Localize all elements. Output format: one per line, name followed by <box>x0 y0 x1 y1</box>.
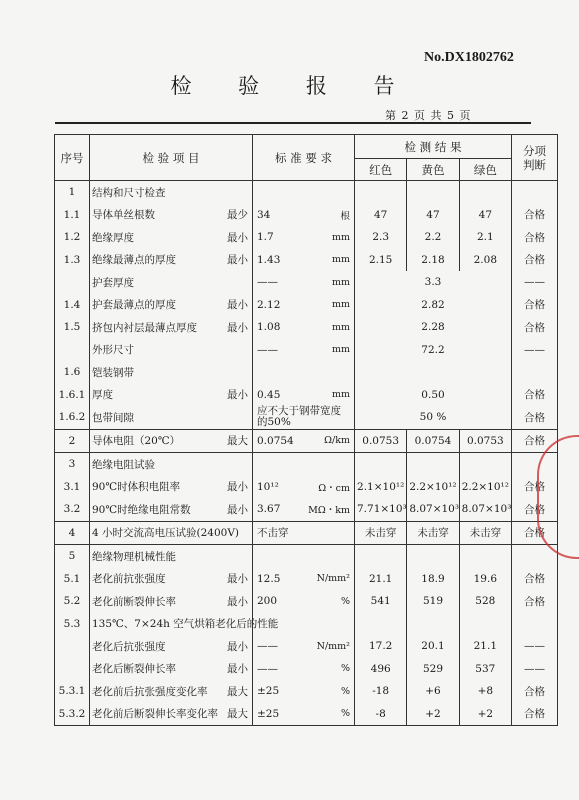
row-unit: mm <box>331 389 350 401</box>
row-judge: —— <box>512 339 558 362</box>
row-judge: 合格 <box>512 226 558 249</box>
row-item-cell <box>90 226 253 249</box>
row-judge: 合格 <box>512 406 558 429</box>
row-result-red: 21.1 <box>355 568 407 591</box>
row-std-cell <box>253 476 355 499</box>
table-row <box>55 545 558 568</box>
row-standard: 10¹² <box>257 480 279 493</box>
row-item: 包带间隙 <box>92 411 134 424</box>
col-header-green: 绿色 <box>459 159 511 181</box>
row-result-yellow: +2 <box>407 703 459 726</box>
col-header-item: 检 验 项 目 <box>90 135 253 181</box>
row-std-cell <box>253 545 355 568</box>
row-item: 厚度 <box>92 389 113 402</box>
row-item-cell <box>90 658 253 681</box>
row-result-yellow: +6 <box>407 680 459 703</box>
row-number: 1.5 <box>55 316 90 339</box>
table-row <box>55 181 558 204</box>
row-result-red <box>355 545 407 568</box>
row-item: 结构和尺寸检查 <box>92 186 166 199</box>
row-unit: mm <box>331 321 350 333</box>
row-unit: Ω・cm <box>318 482 350 494</box>
row-number: 3 <box>55 453 90 476</box>
row-unit: N/mm² <box>316 573 350 585</box>
row-judge: 合格 <box>512 590 558 613</box>
row-number <box>55 658 90 681</box>
row-judge: 合格 <box>512 703 558 726</box>
row-result-red: -18 <box>355 680 407 703</box>
row-std-cell <box>253 406 355 429</box>
row-result-green: 2.1 <box>459 226 511 249</box>
row-result-green: 47 <box>459 204 511 227</box>
table-row <box>55 703 558 726</box>
row-result-merged: 50 % <box>355 406 512 429</box>
row-limit: 最小 <box>227 640 248 653</box>
row-result-red: -8 <box>355 703 407 726</box>
table-row <box>55 476 558 499</box>
row-item: 绝缘物理机械性能 <box>92 550 176 563</box>
row-std-cell <box>253 226 355 249</box>
row-result-yellow: 529 <box>407 658 459 681</box>
row-number: 1 <box>55 181 90 204</box>
row-unit: % <box>340 708 350 720</box>
row-item-cell <box>90 590 253 613</box>
row-item: 老化后抗张强度 <box>92 640 166 653</box>
row-result-red: 17.2 <box>355 635 407 658</box>
page-info: 第 2 页 共 5 页 <box>385 109 472 122</box>
table-row <box>55 568 558 591</box>
row-result-red: 未击穿 <box>355 521 407 545</box>
row-item: 老化前断裂伸长率 <box>92 595 176 608</box>
row-result-green: 0.0753 <box>459 429 511 453</box>
row-std-cell <box>253 181 355 204</box>
row-result-red: 47 <box>355 204 407 227</box>
row-result-yellow: 20.1 <box>407 635 459 658</box>
table-row <box>55 249 558 272</box>
row-result-yellow: 2.2×10¹² <box>407 476 459 499</box>
row-result-red: 2.3 <box>355 226 407 249</box>
row-item: 导体电阻（20℃） <box>92 435 181 448</box>
row-judge: 合格 <box>512 204 558 227</box>
row-limit: 最小 <box>227 299 248 312</box>
row-item: 导体单丝根数 <box>92 209 155 222</box>
row-item-cell <box>90 613 279 636</box>
row-number: 4 <box>55 521 90 545</box>
row-judge: 合格 <box>512 384 558 407</box>
row-std-cell <box>253 680 355 703</box>
row-standard: 应不大于钢带宽度的50% <box>257 405 341 429</box>
row-result-yellow: 8.07×10³ <box>407 498 459 521</box>
table-row <box>55 453 558 476</box>
table-row <box>55 680 558 703</box>
row-number: 3.2 <box>55 498 90 521</box>
row-std-cell <box>253 590 355 613</box>
report-title: 检 验 报 告 <box>170 74 415 98</box>
col-header-judge <box>512 135 558 181</box>
row-judge: —— <box>512 658 558 681</box>
table-row <box>55 361 558 384</box>
row-standard: 2.12 <box>257 298 281 311</box>
table-row <box>55 406 558 429</box>
row-item: 绝缘厚度 <box>92 231 134 244</box>
row-std-cell <box>253 361 355 384</box>
table-row <box>55 204 558 227</box>
row-number: 3.1 <box>55 476 90 499</box>
row-std-cell <box>253 568 355 591</box>
table-row <box>55 590 558 613</box>
row-std-cell <box>253 384 355 407</box>
row-judge: 合格 <box>512 521 558 545</box>
row-limit: 最大 <box>227 708 248 721</box>
row-limit: 最小 <box>227 254 248 267</box>
document-number: No.DX1802762 <box>424 50 514 65</box>
row-result-green <box>459 181 511 204</box>
row-result-yellow <box>407 181 459 204</box>
row-result-yellow <box>407 453 459 476</box>
row-item: 绝缘电阻试验 <box>92 458 155 471</box>
row-judge: 合格 <box>512 294 558 317</box>
row-item: 90℃时绝缘电阻常数 <box>92 503 191 516</box>
row-limit: 最小 <box>227 573 248 586</box>
row-standard: 200 <box>257 595 278 608</box>
row-result-green <box>459 453 511 476</box>
row-unit: N/mm² <box>316 640 350 652</box>
inspection-table <box>54 134 558 726</box>
row-std-cell <box>253 249 355 272</box>
row-standard: —— <box>257 276 278 289</box>
row-item-cell <box>90 545 253 568</box>
row-result-merged: 2.82 <box>355 294 512 317</box>
col-header-red: 红色 <box>355 159 407 181</box>
row-result-red: 541 <box>355 590 407 613</box>
row-result-yellow: 0.0754 <box>407 429 459 453</box>
row-result-merged: 3.3 <box>355 271 512 294</box>
row-judge: 合格 <box>512 316 558 339</box>
row-result-merged: 2.28 <box>355 316 512 339</box>
row-result-merged: 0.50 <box>355 384 512 407</box>
row-result-green: 2.08 <box>459 249 511 272</box>
row-judge: 合格 <box>512 498 558 521</box>
row-result-yellow <box>407 613 459 636</box>
row-number: 5.3 <box>55 613 90 636</box>
table-row <box>55 658 558 681</box>
table-body <box>55 181 558 726</box>
row-limit: 最小 <box>227 321 248 334</box>
row-number <box>55 271 90 294</box>
row-std-cell <box>253 498 355 521</box>
row-result-red: 7.71×10³ <box>355 498 407 521</box>
table-row <box>55 521 558 545</box>
row-standard: 1.43 <box>257 253 281 266</box>
row-unit: MΩ・km <box>308 505 350 517</box>
row-item-cell <box>90 406 253 429</box>
row-item-cell <box>90 476 253 499</box>
row-result-red: 2.1×10¹² <box>355 476 407 499</box>
row-number: 1.2 <box>55 226 90 249</box>
row-item-cell <box>90 294 253 317</box>
row-limit: 最小 <box>227 481 248 494</box>
row-item-cell <box>90 204 253 227</box>
row-judge: 合格 <box>512 249 558 272</box>
row-result-red: 2.15 <box>355 249 407 272</box>
row-judge <box>512 181 558 204</box>
row-number: 1.1 <box>55 204 90 227</box>
row-result-yellow: 未击穿 <box>407 521 459 545</box>
col-header-judge-line1: 分项 <box>523 143 546 158</box>
title-divider <box>55 122 531 124</box>
row-number: 5 <box>55 545 90 568</box>
row-std-cell <box>253 453 355 476</box>
row-item-cell <box>90 249 253 272</box>
row-result-green: 未击穿 <box>459 521 511 545</box>
row-item-cell <box>90 271 253 294</box>
row-number: 5.3.2 <box>55 703 90 726</box>
row-item-cell <box>90 384 253 407</box>
row-item-cell <box>90 316 253 339</box>
table-row <box>55 271 558 294</box>
row-number: 1.6.2 <box>55 406 90 429</box>
row-limit: 最小 <box>227 595 248 608</box>
row-result-red: 496 <box>355 658 407 681</box>
table-row <box>55 635 558 658</box>
row-result-green: 8.07×10³ <box>459 498 511 521</box>
row-standard: 0.0754 <box>257 434 294 447</box>
row-item-cell <box>90 361 253 384</box>
row-item-cell <box>90 429 253 453</box>
table-row <box>55 316 558 339</box>
row-item: 老化后断裂伸长率 <box>92 663 176 676</box>
row-number <box>55 339 90 362</box>
row-result-merged: 72.2 <box>355 339 512 362</box>
row-judge: —— <box>512 271 558 294</box>
row-result-green: +2 <box>459 703 511 726</box>
row-std-cell <box>253 204 355 227</box>
row-std-cell <box>253 429 355 453</box>
row-unit: % <box>340 685 350 697</box>
row-item-cell <box>90 635 253 658</box>
row-std-cell <box>253 294 355 317</box>
row-std-cell <box>253 521 355 545</box>
row-std-cell <box>253 635 355 658</box>
row-standard: 不击穿 <box>257 527 289 540</box>
row-number: 1.6 <box>55 361 90 384</box>
row-unit: Ω/km <box>324 435 350 447</box>
row-item: 老化前后抗张强度变化率 <box>92 685 208 698</box>
row-item: 挤包内衬层最薄点厚度 <box>92 321 197 334</box>
row-item: 老化前抗张强度 <box>92 573 166 586</box>
col-header-judge-line2: 判断 <box>523 157 546 172</box>
row-number: 1.3 <box>55 249 90 272</box>
row-result-yellow: 2.18 <box>407 249 459 272</box>
row-item: 绝缘最薄点的厚度 <box>92 254 176 267</box>
row-unit: mm <box>331 344 350 356</box>
row-unit: mm <box>331 254 350 266</box>
row-number: 5.1 <box>55 568 90 591</box>
table-row <box>55 294 558 317</box>
table-row <box>55 613 558 636</box>
row-result-green: 528 <box>459 590 511 613</box>
row-unit: 根 <box>340 210 350 222</box>
row-std-cell <box>253 339 355 362</box>
row-result-red <box>355 453 407 476</box>
row-result-yellow: 2.2 <box>407 226 459 249</box>
table-row <box>55 384 558 407</box>
col-header-no: 序号 <box>55 135 90 181</box>
row-unit: mm <box>331 276 350 288</box>
row-judge: —— <box>512 635 558 658</box>
table-row <box>55 339 558 362</box>
row-judge: 合格 <box>512 680 558 703</box>
row-standard: 3.67 <box>257 503 281 516</box>
row-number: 2 <box>55 429 90 453</box>
inspection-table-wrapper <box>54 134 546 746</box>
row-item: 护套最薄点的厚度 <box>92 299 176 312</box>
row-unit: mm <box>331 299 350 311</box>
row-limit: 最小 <box>227 663 248 676</box>
table-row <box>55 429 558 453</box>
row-item: 护套厚度 <box>92 276 134 289</box>
row-item-cell <box>90 568 253 591</box>
row-item-cell <box>90 453 253 476</box>
row-judge: 合格 <box>512 429 558 453</box>
row-item-cell <box>90 181 253 204</box>
row-result-green: 2.2×10¹² <box>459 476 511 499</box>
row-unit: % <box>340 595 350 607</box>
row-limit: 最小 <box>227 389 248 402</box>
row-standard: 0.45 <box>257 388 281 401</box>
row-result-yellow: 18.9 <box>407 568 459 591</box>
row-std-cell <box>253 271 355 294</box>
row-item: 铠装钢带 <box>92 366 134 379</box>
row-result-green: +8 <box>459 680 511 703</box>
row-result-red <box>355 613 407 636</box>
row-result-yellow <box>407 545 459 568</box>
row-judge: 合格 <box>512 476 558 499</box>
row-unit: mm <box>331 231 350 243</box>
row-unit: % <box>340 663 350 675</box>
row-standard: —— <box>257 343 278 356</box>
row-result-green: 21.1 <box>459 635 511 658</box>
row-judge <box>512 361 558 384</box>
row-standard: 34 <box>257 208 271 221</box>
row-result-green <box>459 613 511 636</box>
row-judge <box>512 613 558 636</box>
row-standard: ±25 <box>257 685 280 698</box>
row-result-merged <box>355 361 512 384</box>
row-std-cell <box>253 703 355 726</box>
row-result-green: 537 <box>459 658 511 681</box>
row-number: 5.3.1 <box>55 680 90 703</box>
row-item: 外形尺寸 <box>92 344 134 357</box>
row-result-green: 19.6 <box>459 568 511 591</box>
row-result-red <box>355 181 407 204</box>
row-judge: 合格 <box>512 568 558 591</box>
row-item: 90℃时体积电阻率 <box>92 481 181 494</box>
row-standard: —— <box>257 640 278 653</box>
row-result-green <box>459 545 511 568</box>
row-standard: 1.08 <box>257 321 281 334</box>
table-row <box>55 498 558 521</box>
row-number: 1.4 <box>55 294 90 317</box>
row-standard: —— <box>257 662 278 675</box>
row-limit: 最小 <box>227 231 248 244</box>
row-limit: 最少 <box>227 209 248 222</box>
row-std-cell <box>253 658 355 681</box>
row-standard: 1.7 <box>257 231 274 244</box>
col-header-standard: 标 准 要 求 <box>253 135 355 181</box>
official-stamp <box>537 435 579 559</box>
row-item-cell <box>90 339 253 362</box>
row-number <box>55 635 90 658</box>
row-limit: 最小 <box>227 503 248 516</box>
row-item-cell <box>90 498 253 521</box>
row-item: 135℃、7×24h 空气烘箱老化后的性能 <box>92 618 279 631</box>
row-item-cell <box>90 680 253 703</box>
row-item: 老化前后断裂伸长率变化率 <box>92 708 218 721</box>
row-item-cell <box>90 703 253 726</box>
row-standard: 12.5 <box>257 572 281 585</box>
row-item-cell <box>90 521 253 545</box>
row-standard: ±25 <box>257 707 280 720</box>
row-std-cell <box>253 316 355 339</box>
row-number: 5.2 <box>55 590 90 613</box>
row-result-red: 0.0753 <box>355 429 407 453</box>
row-result-yellow: 519 <box>407 590 459 613</box>
row-result-yellow: 47 <box>407 204 459 227</box>
col-header-result: 检 测 结 果 <box>355 135 512 159</box>
row-limit: 最大 <box>227 685 248 698</box>
row-limit: 最大 <box>227 435 248 448</box>
col-header-yellow: 黄色 <box>407 159 459 181</box>
row-item: 4 小时交流高电压试验(2400V) <box>92 527 240 540</box>
table-row <box>55 226 558 249</box>
row-number: 1.6.1 <box>55 384 90 407</box>
